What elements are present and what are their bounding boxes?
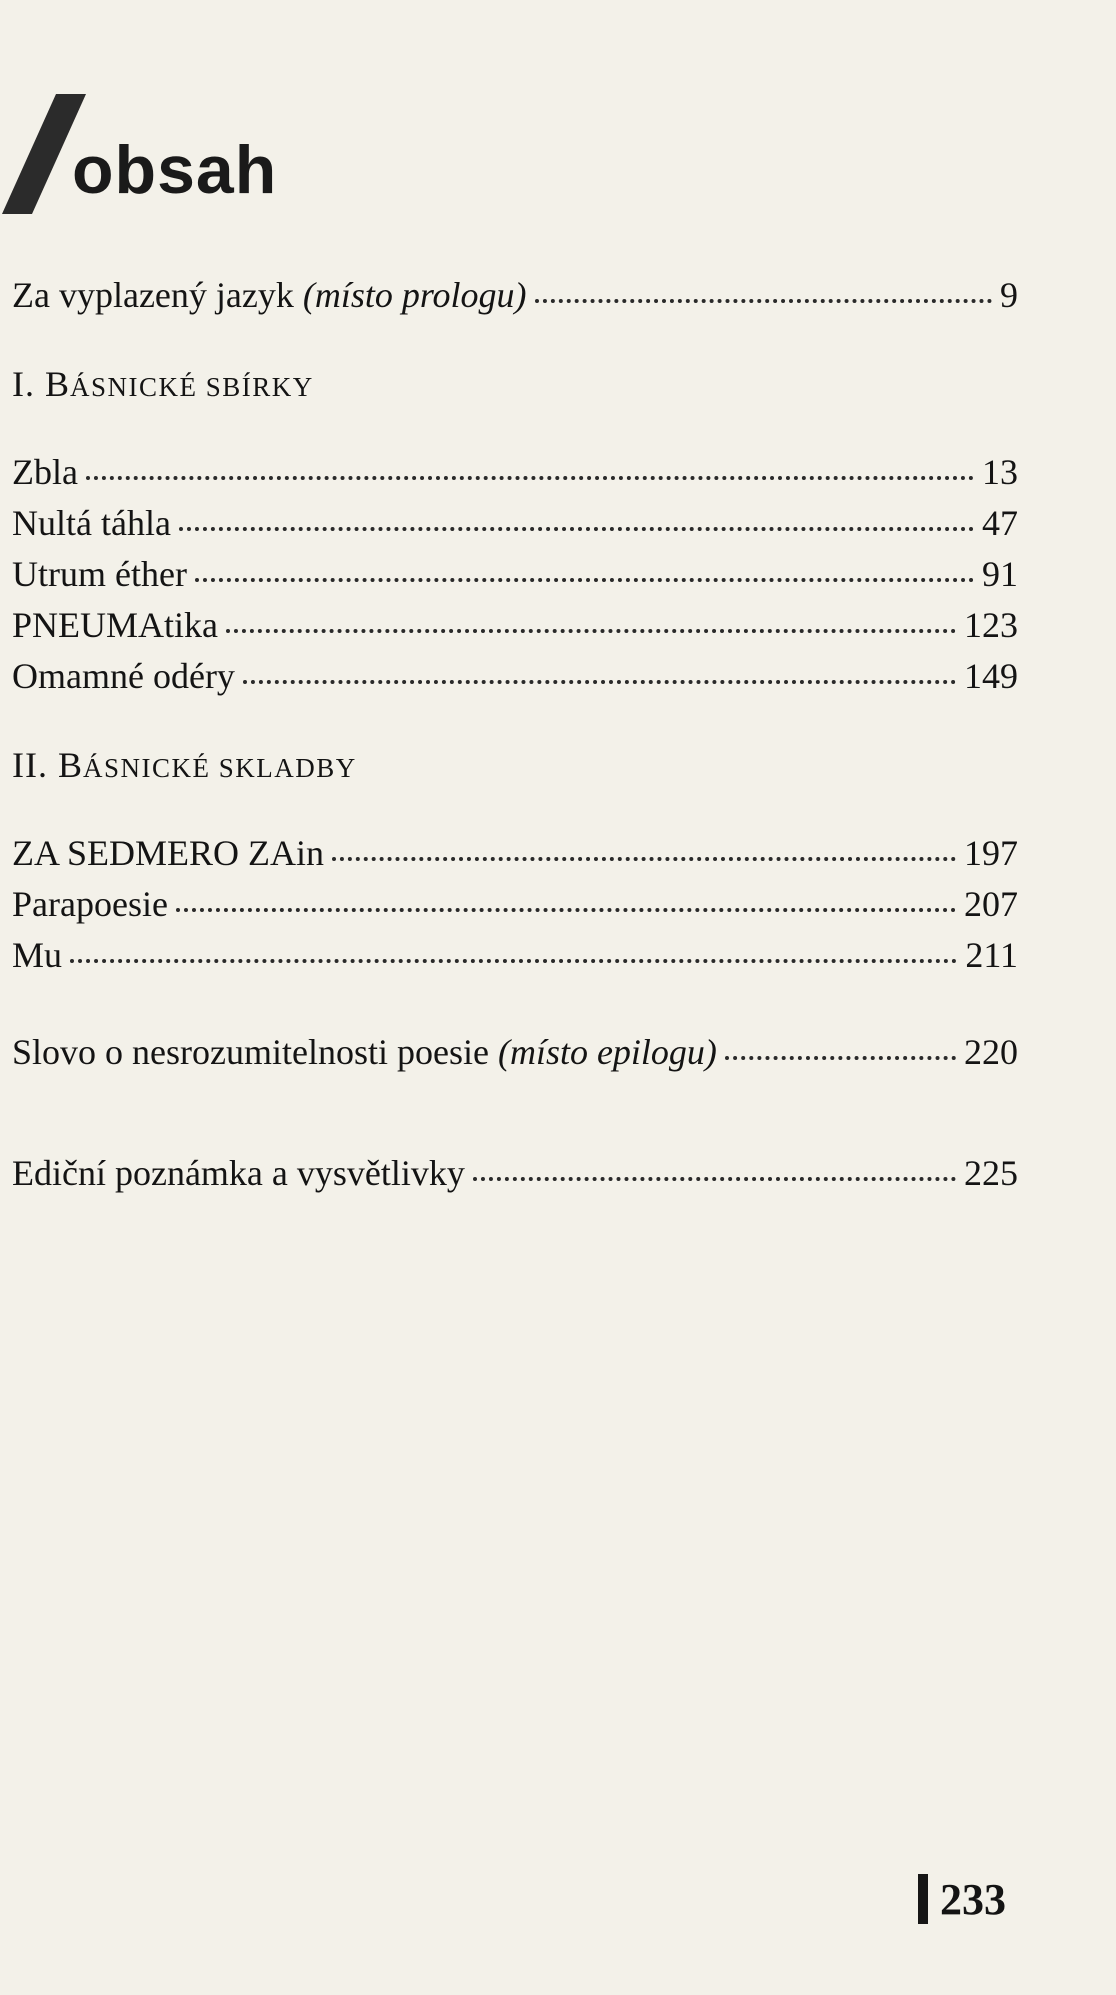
toc-entry-title: Utrum éther <box>12 554 187 594</box>
section-heading: I. BÁSNICKÉ SBÍRKY <box>12 364 314 404</box>
table-of-contents <box>12 270 1018 1199</box>
toc-entry-title: Slovo o nesrozumitelnosti poesie (místo epilogu) <box>12 1032 717 1072</box>
page-title: obsah <box>72 132 278 208</box>
toc-entry-title: Ediční poznámka a vysvětlivky <box>12 1153 465 1193</box>
toc-entry-page: 225 <box>964 1153 1018 1193</box>
toc-entry-note: (místo prologu) <box>302 275 527 315</box>
toc-entry <box>12 549 1018 600</box>
toc-entry <box>12 651 1018 702</box>
toc-entry-note: (místo epilogu) <box>497 1032 717 1072</box>
dot-leader <box>332 857 956 861</box>
toc-entry <box>12 447 1018 498</box>
dot-leader <box>195 578 974 582</box>
toc-entry-page: 91 <box>982 554 1018 594</box>
toc-entry-title: Nultá táhla <box>12 503 171 543</box>
section-heading: II. BÁSNICKÉ SKLADBY <box>12 745 357 785</box>
dot-leader <box>243 680 956 684</box>
toc-entry-title: Mu <box>12 935 63 975</box>
toc-entry-page: 149 <box>964 656 1018 696</box>
dot-leader <box>725 1056 956 1060</box>
toc-entry-title: Za vyplazený jazyk (místo prologu) <box>12 275 527 315</box>
dot-leader <box>176 908 956 912</box>
toc-entry-prologue <box>12 270 1018 321</box>
toc-entry-page: 13 <box>982 452 1018 492</box>
dot-leader <box>473 1177 956 1181</box>
toc-entry-page: 207 <box>964 884 1018 924</box>
toc-entry-notes <box>12 1148 1018 1199</box>
toc-entry-title: Parapoesie <box>12 884 168 924</box>
dot-leader <box>179 527 974 531</box>
dot-leader <box>86 476 974 480</box>
spacer <box>12 981 1018 1027</box>
toc-entry-page: 220 <box>964 1032 1018 1072</box>
toc-entry-page: 123 <box>964 605 1018 645</box>
toc-entry <box>12 828 1018 879</box>
toc-entry-page: 47 <box>982 503 1018 543</box>
toc-entry <box>12 498 1018 549</box>
toc-entry <box>12 879 1018 930</box>
toc-entry-page: 9 <box>1000 275 1018 315</box>
toc-entry <box>12 930 1018 981</box>
spacer <box>12 1078 1018 1148</box>
dot-leader <box>535 299 992 303</box>
dot-leader <box>226 629 956 633</box>
toc-entry-title: Zbla <box>12 452 78 492</box>
toc-entry-epilogue <box>12 1027 1018 1078</box>
toc-entry-title: Omamné odéry <box>12 656 235 696</box>
toc-entry-page: 211 <box>965 935 1018 975</box>
toc-entry-title: PNEUMAtika <box>12 605 218 645</box>
toc-entry-page: 197 <box>964 833 1018 873</box>
folio-bar <box>918 1874 928 1924</box>
toc-heading <box>0 88 400 218</box>
toc-entry-title: ZA SEDMERO ZAin <box>12 833 325 873</box>
page-number-text: 233 <box>940 1875 1006 1924</box>
toc-entry <box>12 600 1018 651</box>
dot-leader <box>70 959 957 963</box>
